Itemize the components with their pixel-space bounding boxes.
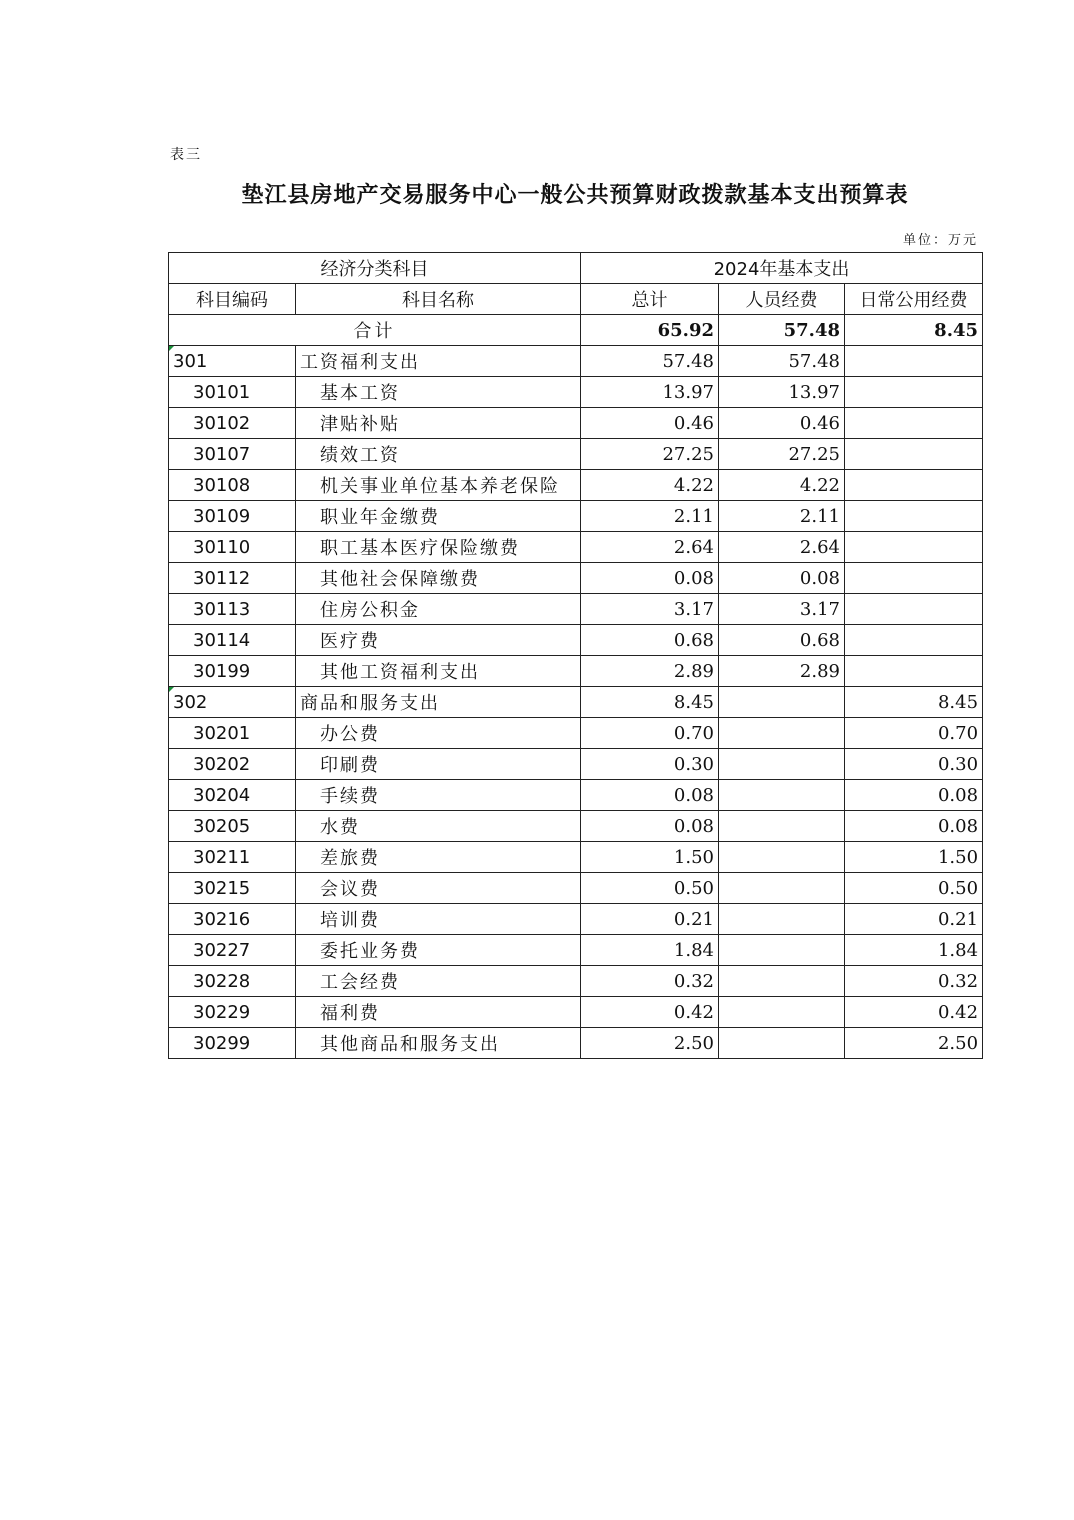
table-row xyxy=(169,563,983,594)
budget-table xyxy=(168,252,983,1059)
row-personnel xyxy=(719,873,845,904)
row-code: 30229 xyxy=(169,997,296,1028)
row-total: 27.25 xyxy=(581,439,719,470)
row-personnel xyxy=(719,842,845,873)
row-code: 30110 xyxy=(169,532,296,563)
row-total: 3.17 xyxy=(581,594,719,625)
cell-marker-icon xyxy=(169,687,174,692)
table-row xyxy=(169,687,983,718)
table-row xyxy=(169,997,983,1028)
row-public: 1.50 xyxy=(845,842,983,873)
row-name: 其他工资福利支出 xyxy=(296,656,581,687)
row-total: 0.70 xyxy=(581,718,719,749)
row-code: 30114 xyxy=(169,625,296,656)
row-personnel xyxy=(719,811,845,842)
row-name: 办公费 xyxy=(296,718,581,749)
table-label: 表三 xyxy=(170,147,202,163)
row-total: 1.84 xyxy=(581,935,719,966)
table-row xyxy=(169,1028,983,1059)
row-code: 30205 xyxy=(169,811,296,842)
row-public xyxy=(845,470,983,501)
row-public: 0.70 xyxy=(845,718,983,749)
total-total: 65.92 xyxy=(581,315,719,346)
total-row xyxy=(169,315,983,346)
row-name: 福利费 xyxy=(296,997,581,1028)
row-total: 0.08 xyxy=(581,811,719,842)
row-personnel: 4.22 xyxy=(719,470,845,501)
row-code: 30299 xyxy=(169,1028,296,1059)
header-row-columns xyxy=(169,284,983,315)
row-personnel xyxy=(719,966,845,997)
header-total: 总计 xyxy=(581,284,719,315)
row-public: 0.32 xyxy=(845,966,983,997)
row-name: 水费 xyxy=(296,811,581,842)
row-public: 0.21 xyxy=(845,904,983,935)
row-name: 职工基本医疗保险缴费 xyxy=(296,532,581,563)
row-public: 0.30 xyxy=(845,749,983,780)
row-personnel: 13.97 xyxy=(719,377,845,408)
row-total: 2.64 xyxy=(581,532,719,563)
row-public xyxy=(845,532,983,563)
row-public: 2.50 xyxy=(845,1028,983,1059)
header-name: 科目名称 xyxy=(296,284,581,315)
row-code: 30109 xyxy=(169,501,296,532)
row-public: 1.84 xyxy=(845,935,983,966)
row-code: 301 xyxy=(169,346,296,377)
row-public xyxy=(845,563,983,594)
row-name: 手续费 xyxy=(296,780,581,811)
table-row xyxy=(169,625,983,656)
row-personnel xyxy=(719,997,845,1028)
row-total: 1.50 xyxy=(581,842,719,873)
row-public xyxy=(845,346,983,377)
row-code: 30199 xyxy=(169,656,296,687)
row-public xyxy=(845,501,983,532)
row-personnel: 2.11 xyxy=(719,501,845,532)
table-row xyxy=(169,842,983,873)
total-public: 8.45 xyxy=(845,315,983,346)
table-row xyxy=(169,594,983,625)
row-total: 0.46 xyxy=(581,408,719,439)
row-name: 住房公积金 xyxy=(296,594,581,625)
row-personnel xyxy=(719,1028,845,1059)
header-econ-category: 经济分类科目 xyxy=(169,253,581,284)
header-code: 科目编码 xyxy=(169,284,296,315)
row-total: 2.11 xyxy=(581,501,719,532)
row-name: 培训费 xyxy=(296,904,581,935)
row-name: 绩效工资 xyxy=(296,439,581,470)
table-row xyxy=(169,966,983,997)
row-code: 30107 xyxy=(169,439,296,470)
document-title: 垫江县房地产交易服务中心一般公共预算财政拨款基本支出预算表 xyxy=(241,182,909,208)
row-code: 30215 xyxy=(169,873,296,904)
row-code: 30101 xyxy=(169,377,296,408)
row-total: 13.97 xyxy=(581,377,719,408)
row-personnel: 2.89 xyxy=(719,656,845,687)
cell-marker-icon xyxy=(169,346,174,351)
row-public xyxy=(845,594,983,625)
row-personnel xyxy=(719,904,845,935)
row-total: 2.50 xyxy=(581,1028,719,1059)
unit-label: 单位：万元 xyxy=(902,233,978,248)
table-row xyxy=(169,811,983,842)
row-personnel: 57.48 xyxy=(719,346,845,377)
row-name: 津贴补贴 xyxy=(296,408,581,439)
table-row xyxy=(169,501,983,532)
row-public xyxy=(845,625,983,656)
table-row xyxy=(169,470,983,501)
table-row xyxy=(169,408,983,439)
row-total: 8.45 xyxy=(581,687,719,718)
row-name: 基本工资 xyxy=(296,377,581,408)
row-personnel xyxy=(719,718,845,749)
table-row xyxy=(169,346,983,377)
row-public xyxy=(845,377,983,408)
row-personnel xyxy=(719,687,845,718)
row-name: 委托业务费 xyxy=(296,935,581,966)
header-budget-year: 2024年基本支出 xyxy=(581,253,983,284)
table-row xyxy=(169,749,983,780)
table-row xyxy=(169,718,983,749)
row-code: 30112 xyxy=(169,563,296,594)
row-public: 0.08 xyxy=(845,780,983,811)
row-public: 0.42 xyxy=(845,997,983,1028)
row-public xyxy=(845,439,983,470)
row-code: 30113 xyxy=(169,594,296,625)
row-total: 0.32 xyxy=(581,966,719,997)
row-total: 0.30 xyxy=(581,749,719,780)
total-label: 合计 xyxy=(169,315,581,346)
row-name: 商品和服务支出 xyxy=(296,687,581,718)
row-name: 会议费 xyxy=(296,873,581,904)
row-code: 30216 xyxy=(169,904,296,935)
row-name: 其他社会保障缴费 xyxy=(296,563,581,594)
row-code: 30204 xyxy=(169,780,296,811)
row-personnel: 3.17 xyxy=(719,594,845,625)
row-code: 30108 xyxy=(169,470,296,501)
table-row xyxy=(169,780,983,811)
row-name: 医疗费 xyxy=(296,625,581,656)
header-personnel: 人员经费 xyxy=(719,284,845,315)
row-total: 57.48 xyxy=(581,346,719,377)
row-name: 差旅费 xyxy=(296,842,581,873)
table-row xyxy=(169,532,983,563)
row-personnel: 0.46 xyxy=(719,408,845,439)
row-name: 其他商品和服务支出 xyxy=(296,1028,581,1059)
row-name: 职业年金缴费 xyxy=(296,501,581,532)
row-public: 8.45 xyxy=(845,687,983,718)
row-name: 机关事业单位基本养老保险 xyxy=(296,470,581,501)
table-row xyxy=(169,935,983,966)
row-total: 0.21 xyxy=(581,904,719,935)
row-total: 0.42 xyxy=(581,997,719,1028)
row-personnel: 0.68 xyxy=(719,625,845,656)
row-code: 30201 xyxy=(169,718,296,749)
row-personnel: 0.08 xyxy=(719,563,845,594)
row-code: 30211 xyxy=(169,842,296,873)
row-code: 30227 xyxy=(169,935,296,966)
table-row xyxy=(169,377,983,408)
row-code: 30102 xyxy=(169,408,296,439)
row-total: 2.89 xyxy=(581,656,719,687)
row-total: 0.50 xyxy=(581,873,719,904)
total-personnel: 57.48 xyxy=(719,315,845,346)
row-name: 工会经费 xyxy=(296,966,581,997)
row-name: 工资福利支出 xyxy=(296,346,581,377)
row-personnel: 2.64 xyxy=(719,532,845,563)
row-code: 30202 xyxy=(169,749,296,780)
row-code: 302 xyxy=(169,687,296,718)
row-total: 0.68 xyxy=(581,625,719,656)
row-name: 印刷费 xyxy=(296,749,581,780)
table-row xyxy=(169,904,983,935)
table-row xyxy=(169,439,983,470)
table-row xyxy=(169,656,983,687)
row-personnel xyxy=(719,780,845,811)
row-public xyxy=(845,408,983,439)
row-personnel xyxy=(719,935,845,966)
row-public: 0.50 xyxy=(845,873,983,904)
row-total: 0.08 xyxy=(581,563,719,594)
row-public xyxy=(845,656,983,687)
row-total: 4.22 xyxy=(581,470,719,501)
table-row xyxy=(169,873,983,904)
header-public: 日常公用经费 xyxy=(845,284,983,315)
header-row-top xyxy=(169,253,983,284)
row-code: 30228 xyxy=(169,966,296,997)
row-personnel: 27.25 xyxy=(719,439,845,470)
row-total: 0.08 xyxy=(581,780,719,811)
row-public: 0.08 xyxy=(845,811,983,842)
row-personnel xyxy=(719,749,845,780)
